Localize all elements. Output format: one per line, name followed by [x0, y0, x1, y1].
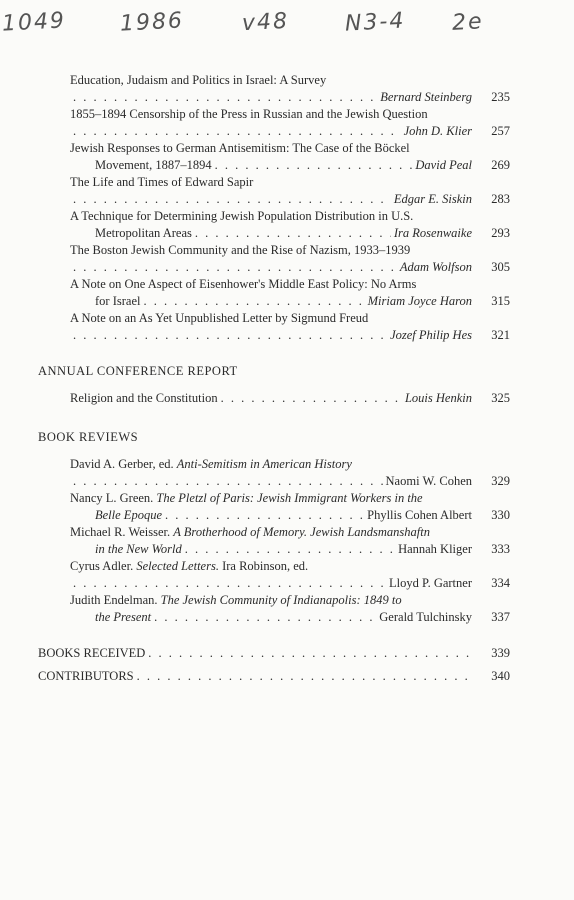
dot-leader: [165, 507, 364, 524]
conference-title: Religion and the Constitution: [70, 391, 218, 405]
article-author: Miriam Joyce Haron: [367, 294, 472, 308]
article-title-continued: for Israel: [95, 294, 141, 308]
dot-leader: [154, 609, 376, 626]
article-byline: [70, 191, 510, 208]
review-book: The Pletzl of Paris: Jewish Immigrant Workers in the: [156, 491, 423, 505]
review-editor: Ira Robinson, ed.: [222, 559, 309, 573]
review-byline: [70, 473, 510, 490]
handwritten-copy: 2e: [451, 9, 485, 36]
review-title-line: [70, 592, 510, 609]
page-number: 321: [491, 328, 510, 342]
dot-leader: [143, 293, 364, 310]
reviewer: Naomi W. Cohen: [385, 474, 472, 488]
reviewer: Lloyd P. Gartner: [389, 576, 472, 590]
article-author: Edgar E. Siskin: [393, 192, 472, 206]
review-lead: Nancy L. Green.: [70, 491, 157, 505]
reviewer: Phyllis Cohen Albert: [367, 508, 472, 522]
page-number: 305: [491, 260, 510, 274]
page-number: 330: [491, 508, 510, 522]
review-book: Selected Letters.: [136, 559, 223, 573]
article-title: 1855–1894 Censorship of the Press in Russian and the Jewish Question: [70, 107, 428, 121]
page-number: 283: [491, 192, 510, 206]
books-received-entry: [38, 645, 510, 662]
review-book-continued: the Present: [95, 610, 152, 624]
page-number: 315: [491, 294, 510, 308]
article-title: A Note on an As Yet Unpublished Letter by Sigmund Freud: [70, 311, 369, 325]
dot-leader: [73, 89, 377, 106]
handwritten-issue: N3-4: [344, 8, 407, 37]
contributors-entry: [38, 668, 510, 685]
reviewer: Hannah Kliger: [398, 542, 472, 556]
dot-leader: [73, 191, 391, 208]
article-author: David Peal: [415, 158, 472, 172]
page-number: 269: [491, 158, 510, 172]
review-byline: [95, 507, 510, 524]
article-author: Ira Rosenwaike: [393, 226, 472, 240]
page-number: 333: [491, 542, 510, 556]
handwritten-annotation: [0, 6, 574, 46]
dot-leader: [73, 327, 387, 344]
contributors-label: CONTRIBUTORS: [38, 669, 134, 683]
section-heading-conference: ANNUAL CONFERENCE REPORT: [38, 364, 238, 378]
conference-author: Louis Henkin: [404, 391, 472, 405]
page-number: 325: [491, 391, 510, 405]
article-author: John D. Klier: [403, 124, 472, 138]
review-byline: [95, 609, 510, 626]
article-author: Adam Wolfson: [399, 260, 472, 274]
dot-leader: [185, 541, 395, 558]
dot-leader: [73, 259, 397, 276]
article-title: The Boston Jewish Community and the Rise of Nazism, 1933–1939: [70, 243, 411, 257]
section-heading-reviews: BOOK REVIEWS: [38, 430, 139, 444]
review-lead: Michael R. Weisser.: [70, 525, 174, 539]
dot-leader: [73, 123, 401, 140]
review-title-line: [70, 524, 510, 541]
review-book-continued: Belle Epoque: [95, 508, 162, 522]
page-number: 339: [491, 646, 510, 660]
article-byline: [70, 89, 510, 106]
article-byline: [70, 327, 510, 344]
article-title: A Technique for Determining Jewish Population Distribution in U.S.: [70, 209, 414, 223]
page-number: 337: [491, 610, 510, 624]
article-byline: [95, 225, 510, 242]
dot-leader: [73, 473, 383, 490]
review-title-line: [70, 558, 510, 575]
books-received-label: BOOKS RECEIVED: [38, 646, 146, 660]
article-byline: [95, 293, 510, 310]
article-title-continued: Metropolitan Areas: [95, 226, 192, 240]
review-book-continued: in the New World: [95, 542, 182, 556]
dot-leader: [195, 225, 391, 242]
page-number: 340: [491, 669, 510, 683]
review-byline: [95, 541, 510, 558]
article-title: The Life and Times of Edward Sapir: [70, 175, 254, 189]
article-title: A Note on One Aspect of Eisenhower's Middle East Policy: No Arms: [70, 277, 417, 291]
dot-leader: [215, 157, 413, 174]
page-number: 293: [491, 226, 510, 240]
page-number: 235: [491, 90, 510, 104]
review-book: The Jewish Community of Indianapolis: 1849 to: [160, 593, 402, 607]
article-title: Jewish Responses to German Antisemitism: The Case of the Böckel: [70, 141, 410, 155]
page-number: 334: [491, 576, 510, 590]
dot-leader: [221, 390, 402, 407]
review-book: A Brotherhood of Memory. Jewish Landsmanshaftn: [173, 525, 430, 539]
review-title-line: [70, 456, 510, 473]
handwritten-call-number: 1049: [1, 8, 67, 37]
review-lead: Judith Endelman.: [70, 593, 161, 607]
dot-leader: [137, 668, 469, 685]
article-author: Bernard Steinberg: [380, 90, 472, 104]
article-byline: [70, 123, 510, 140]
article-title: Education, Judaism and Politics in Israel: A Survey: [70, 73, 327, 87]
page-number: 257: [491, 124, 510, 138]
article-byline: [95, 157, 510, 174]
article-byline: [70, 259, 510, 276]
review-book: Anti-Semitism in American History: [176, 457, 352, 471]
dot-leader: [148, 645, 469, 662]
handwritten-volume: v48: [241, 8, 290, 37]
review-lead: David A. Gerber, ed.: [70, 457, 177, 471]
reviewer: Gerald Tulchinsky: [379, 610, 472, 624]
article-title-continued: Movement, 1887–1894: [95, 158, 212, 172]
article-author: Jozef Philip Hes: [390, 328, 472, 342]
handwritten-year: 1986: [119, 8, 185, 37]
review-title-line: [70, 490, 510, 507]
review-byline: [70, 575, 510, 592]
conference-entry: [70, 390, 510, 407]
page-number: 329: [491, 474, 510, 488]
dot-leader: [73, 575, 386, 592]
review-lead: Cyrus Adler.: [70, 559, 137, 573]
